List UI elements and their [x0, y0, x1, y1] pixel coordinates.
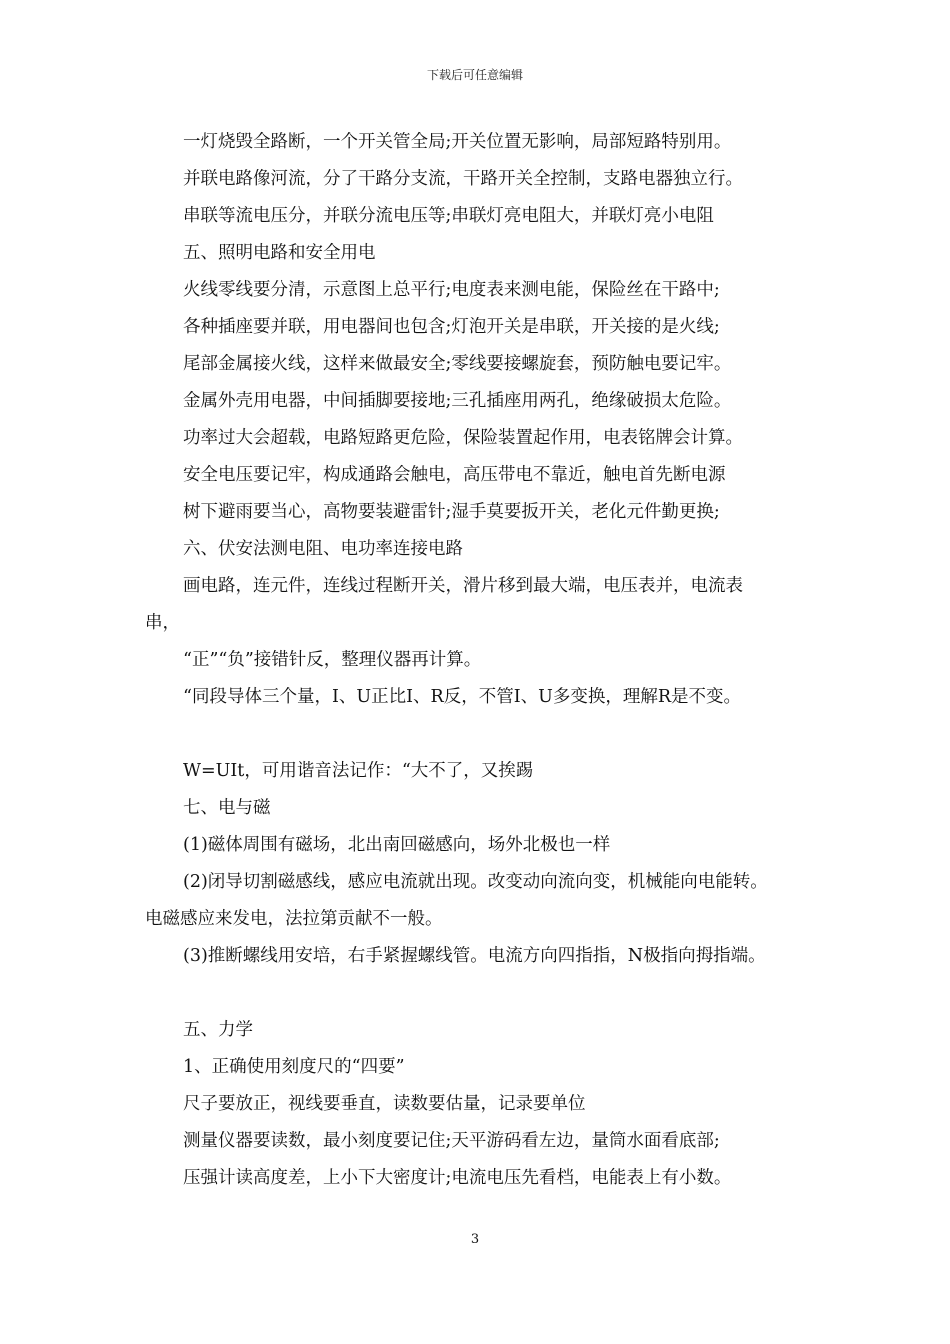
- text-line: 金属外壳用电器，中间插脚要接地;三孔插座用两孔，绝缘破损太危险。: [183, 391, 732, 411]
- text-line: 各种插座要并联，用电器间也包含;灯泡开关是串联，开关接的是火线;: [183, 317, 720, 337]
- text-line: 串联等流电压分，并联分流电压等;串联灯亮电阻大，并联灯亮小电阻: [183, 206, 714, 226]
- text-line: (1)磁体周围有磁场，北出南回磁感向，场外北极也一样: [183, 835, 611, 855]
- text-line: 画电路，连元件，连线过程断开关，滑片移到最大端，电压表并，电流表: [183, 576, 743, 596]
- section-heading: 五、力学: [183, 1020, 253, 1040]
- text-line: (3)推断螺线用安培，右手紧握螺线管。电流方向四指指，N极指向拇指端。: [183, 946, 766, 966]
- document-body: [145, 124, 825, 1197]
- section-heading: 六、伏安法测电阻、电功率连接电路: [183, 539, 463, 559]
- text-line: 尾部金属接火线，这样来做最安全;零线要接螺旋套，预防触电要记牢。: [183, 354, 732, 374]
- section-heading: 五、照明电路和安全用电: [183, 243, 376, 263]
- text-line: 火线零线要分清，示意图上总平行;电度表来测电能，保险丝在干路中;: [183, 280, 720, 300]
- text-line: “同段导体三个量，I、U正比I、R反，不管I、U多变换，理解R是不变。: [183, 687, 742, 707]
- text-line: 测量仪器要读数，最小刻度要记住;天平游码看左边，量筒水面看底部;: [183, 1131, 720, 1151]
- text-line: 安全电压要记牢，构成通路会触电，高压带电不靠近，触电首先断电源: [183, 465, 726, 485]
- text-line: 压强计读高度差，上小下大密度计;电流电压先看档，电能表上有小数。: [183, 1168, 732, 1188]
- text-line: 串，: [145, 613, 180, 633]
- text-line: (2)闭导切割磁感线，感应电流就出现。改变动向流向变，机械能向电能转。: [183, 872, 768, 892]
- page-header: 下载后可任意编辑: [426, 68, 523, 82]
- blank-line: [145, 975, 825, 1012]
- text-line: W=UIt，可用谐音法记作：“大不了，又挨踢: [183, 761, 534, 781]
- text-line: 电磁感应来发电，法拉第贡献不一般。: [145, 909, 443, 929]
- blank-line: [145, 716, 825, 753]
- text-line: 尺子要放正，视线要垂直，读数要估量，记录要单位: [183, 1094, 586, 1114]
- text-line: 树下避雨要当心，高物要装避雷针;湿手莫要扳开关，老化元件勤更换;: [183, 502, 720, 522]
- subsection-heading: 1、正确使用刻度尺的“四要”: [183, 1057, 405, 1077]
- section-heading: 七、电与磁: [183, 798, 271, 818]
- text-line: 功率过大会超载，电路短路更危险，保险装置起作用，电表铭牌会计算。: [183, 428, 743, 448]
- text-line: “正”“负”接错针反，整理仪器再计算。: [183, 650, 482, 670]
- page-number: 3: [470, 1232, 480, 1247]
- text-line: 并联电路像河流，分了干路分支流，干路开关全控制，支路电器独立行。: [183, 169, 743, 189]
- text-line: 一灯烧毁全路断，一个开关管全局;开关位置无影响，局部短路特别用。: [183, 132, 732, 152]
